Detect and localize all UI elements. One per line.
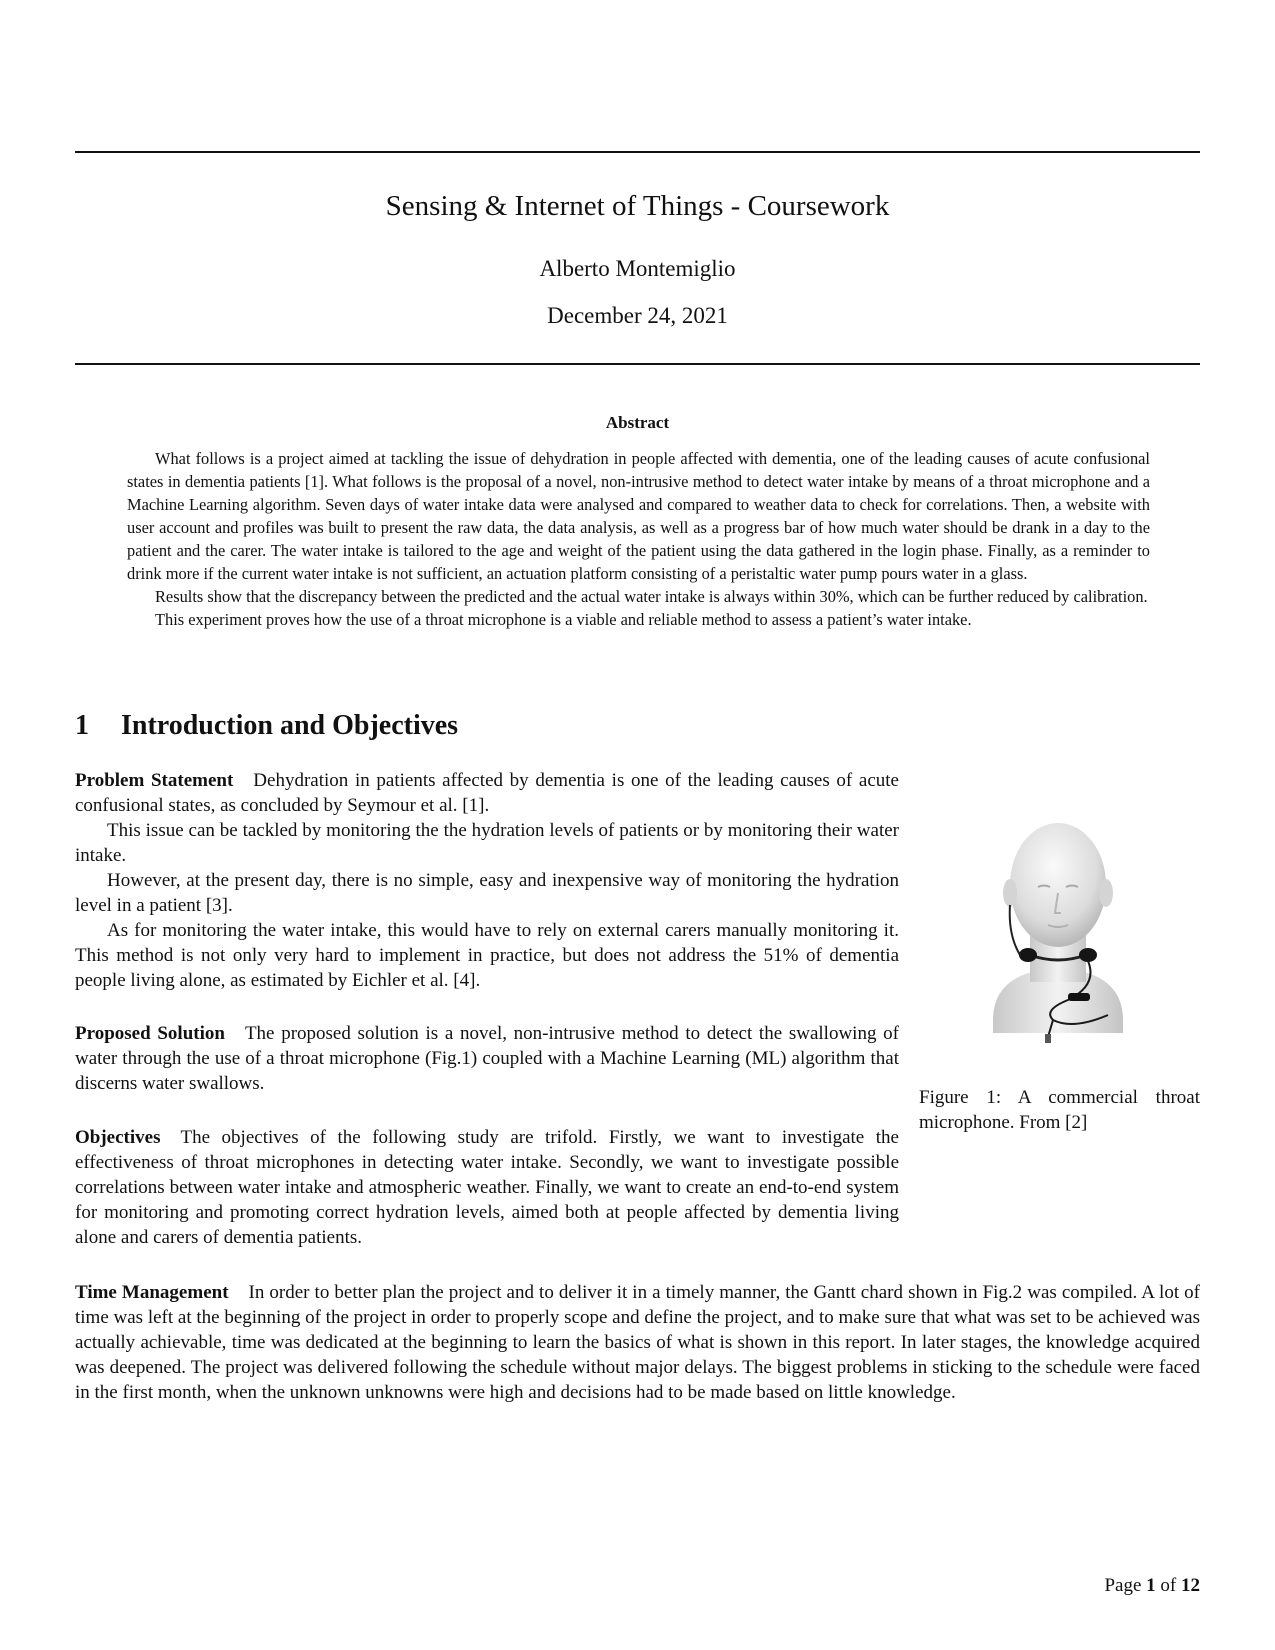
section-number: 1	[75, 710, 89, 741]
solution-text: The proposed solution is a novel, non-intrusive method to detect the swallowing of water through the use of a throat microphone (Fig.1) coupled with a Machine Learning (ML) algorithm that discerns water swallows.	[75, 1023, 899, 1094]
paper-date: December 24, 2021	[547, 303, 728, 328]
header-rule-top	[75, 151, 1200, 153]
paper-author: Alberto Montemiglio	[539, 256, 736, 281]
time-management-heading: Time Management	[75, 1282, 229, 1303]
throat-microphone-image	[948, 815, 1168, 1045]
solution-paragraph	[75, 1021, 899, 1096]
objectives-paragraph	[75, 1125, 899, 1250]
proposed-solution-block	[75, 1021, 899, 1096]
abstract-heading: Abstract	[605, 413, 670, 432]
problem-statement-block	[75, 768, 899, 993]
abstract-paragraph: What follows is a project aimed at tackling the issue of dehydration in people affected with dementia, one of the leading causes of acute confusional states in dementia patients [1]. What follows is the proposal of a novel, non-intrusive method to detect water intake by means of a throat microphone and a Machine Learning algorithm. Seven days of water intake data were analysed and compared to weather data to check for correlations. Then, a website with user account and profiles was built to present the raw data, the data analysis, as well as a progress bar of how much water should be drank in a day to the patient and the carer. The water intake is tailored to the age and weight of the patient using the data gathered in the login phase. Finally, as a reminder to drink more if the current water intake is not sufficient, an actuation platform consisting of a peristaltic water pump pours water in a glass.	[127, 449, 1150, 583]
abstract-paragraph: This experiment proves how the use of a throat microphone is a viable and reliable method to assess a patient’s water intake.	[155, 610, 972, 629]
time-management-paragraph	[75, 1280, 1200, 1405]
problem-lead-text: Dehydration in patients affected by dementia is one of the leading causes of acute confusional states, as concluded by Seymour et al. [1].	[75, 770, 899, 816]
abstract-body	[127, 447, 1150, 631]
solution-heading: Proposed Solution	[75, 1023, 225, 1044]
page-total: 12	[1181, 1575, 1200, 1596]
problem-paragraph: As for monitoring the water intake, this would have to rely on external carers manually monitoring it. This method is not only very hard to implement in practice, but does not address the 51% of dementia people living alone, as estimated by Eichler et al. [4].	[75, 920, 899, 991]
problem-paragraph: However, at the present day, there is no simple, easy and inexpensive way of monitoring the hydration level in a patient [3].	[75, 870, 899, 916]
figure-throat-microphone	[948, 815, 1168, 1045]
header-rule-bottom	[75, 363, 1200, 365]
page-current: 1	[1146, 1575, 1156, 1596]
paper-title: Sensing & Internet of Things - Coursework	[385, 190, 890, 222]
figure-caption: Figure 1: A commercial throat microphone. From [2]	[919, 1087, 1200, 1133]
objectives-text: The objectives of the following study are trifold. Firstly, we want to investigate the effectiveness of throat microphones in detecting water intake. Secondly, we want to investigate possible correlations between water intake and atmospheric weather. Finally, we want to create an end-to-end system for monitoring and promoting correct hydration levels, aimed both at people affected by dementia living alone and carers of dementia patients.	[75, 1127, 899, 1248]
problem-paragraph: This issue can be tackled by monitoring the the hydration levels of patients or by monitoring their water intake.	[75, 820, 899, 866]
objectives-block	[75, 1125, 899, 1250]
section-title: Introduction and Objectives	[121, 710, 459, 741]
objectives-heading: Objectives	[75, 1127, 161, 1148]
time-management-text: In order to better plan the project and to deliver it in a timely manner, the Gantt chard shown in Fig.2 was compiled. A lot of time was left at the beginning of the project in order to properly scope and define the project, and to make sure that what was set to be achieved was actually achievable, time was dedicated at the beginning to learn the basics of what is shown in this report. In later stages, the knowledge acquired was deepened. The project was delivered following the schedule without major delays. The biggest problems in sticking to the schedule were faced in the first month, when the unknown unknowns were high and decisions had to be made based on little knowledge.	[75, 1282, 1200, 1403]
section-heading	[75, 710, 458, 742]
abstract-paragraph: Results show that the discrepancy between the predicted and the actual water intake is always within 30%, which can be further reduced by calibration.	[155, 587, 1148, 606]
problem-heading: Problem Statement	[75, 770, 234, 791]
page-label: Page	[1104, 1575, 1142, 1596]
page-number	[1104, 1575, 1200, 1597]
time-management-block	[75, 1280, 1200, 1405]
problem-paragraph	[75, 768, 899, 818]
page-of: of	[1160, 1575, 1177, 1596]
